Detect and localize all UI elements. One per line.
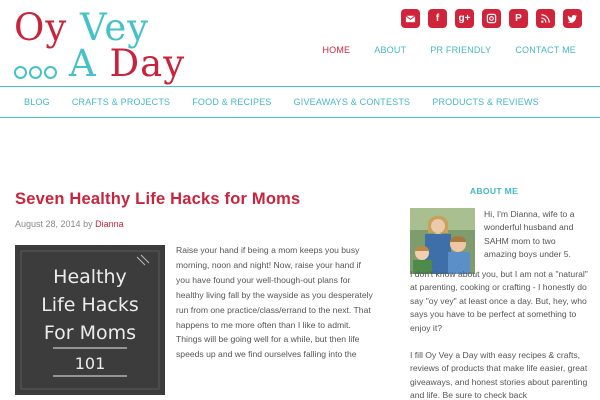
post-excerpt: Raise your hand if being a mom keeps you busy morning, noon and night! Now, raise your hand if you have found your well-though-out plans for healthy living fall by the wayside as you desperately run from one practice/class/errand to the next. That happens to me more often than I like to admit. Things will be going well for a while, but then life speeds up and we find ourselves falling into the: [176, 245, 373, 360]
about-intro-text: Hi, I'm Dianna, wife to a wonderful husband and SAHM mom to two amazing boys under 5.: [484, 209, 575, 260]
post-article: [15, 190, 375, 373]
top-nav-home[interactable]: HOME: [322, 45, 351, 55]
pinterest-icon[interactable]: P: [509, 9, 528, 28]
post-date: August 28, 2014: [15, 219, 81, 229]
about-photo: [410, 208, 475, 274]
rss-icon[interactable]: [536, 9, 555, 28]
post-meta: [15, 219, 124, 229]
about-paragraph-1: I don't know about you, but I am not a "natural" at parenting, cooking or crafting - I honestly do say "oy vey" at least once a day. But, hey, who says you have to be perfect at something to enjoy it?: [410, 269, 588, 333]
main-nav-giveaways[interactable]: GIVEAWAYS & CONTESTS: [293, 97, 411, 107]
logo-circles-icon: [14, 47, 59, 87]
post-by: by: [83, 219, 93, 229]
site-header: [0, 0, 600, 86]
site-logo[interactable]: [14, 6, 186, 85]
top-nav: [298, 45, 576, 55]
instagram-icon[interactable]: [482, 9, 501, 28]
google-plus-icon[interactable]: g+: [455, 9, 474, 28]
sidebar: [410, 186, 590, 400]
image-text-line-4: 101: [74, 354, 106, 373]
top-nav-contact[interactable]: CONTACT ME: [515, 45, 576, 55]
main-nav-crafts[interactable]: CRAFTS & PROJECTS: [71, 97, 171, 107]
top-nav-pr-friendly[interactable]: PR FRIENDLY: [430, 45, 492, 55]
chalkboard-image: [15, 245, 165, 395]
image-text-line-1: Healthy: [53, 266, 127, 288]
social-icons: [401, 9, 582, 28]
logo-word-a: A: [69, 42, 97, 85]
top-nav-about[interactable]: ABOUT: [374, 45, 407, 55]
logo-word-day: Day: [109, 42, 186, 85]
twitter-icon[interactable]: [563, 9, 582, 28]
image-text-line-2: Life Hacks: [41, 294, 139, 316]
logo-word-vey: Vey: [80, 6, 150, 49]
about-me-title: ABOUT ME: [469, 186, 519, 196]
post-title[interactable]: Seven Healthy Life Hacks for Moms: [15, 190, 301, 208]
facebook-icon[interactable]: f: [428, 9, 447, 28]
image-text-line-3: For Moms: [43, 322, 137, 344]
email-icon[interactable]: [401, 9, 420, 28]
main-nav-blog[interactable]: BLOG: [24, 97, 50, 107]
main-nav-products[interactable]: PRODUCTS & REVIEWS: [432, 97, 539, 107]
main-nav-food[interactable]: FOOD & RECIPES: [192, 97, 272, 107]
logo-line-2: [14, 44, 185, 87]
post-author-link[interactable]: Dianna: [95, 219, 124, 229]
logo-word-oy: Oy: [14, 6, 68, 49]
post-featured-image[interactable]: [15, 245, 165, 395]
main-nav: [0, 86, 600, 118]
about-paragraph-2: I fill Oy Vey a Day with easy recipes & crafts, reviews of products that make life easier, great giveaways, and honest stories about parenting and life. Be sure to check back: [410, 350, 588, 400]
